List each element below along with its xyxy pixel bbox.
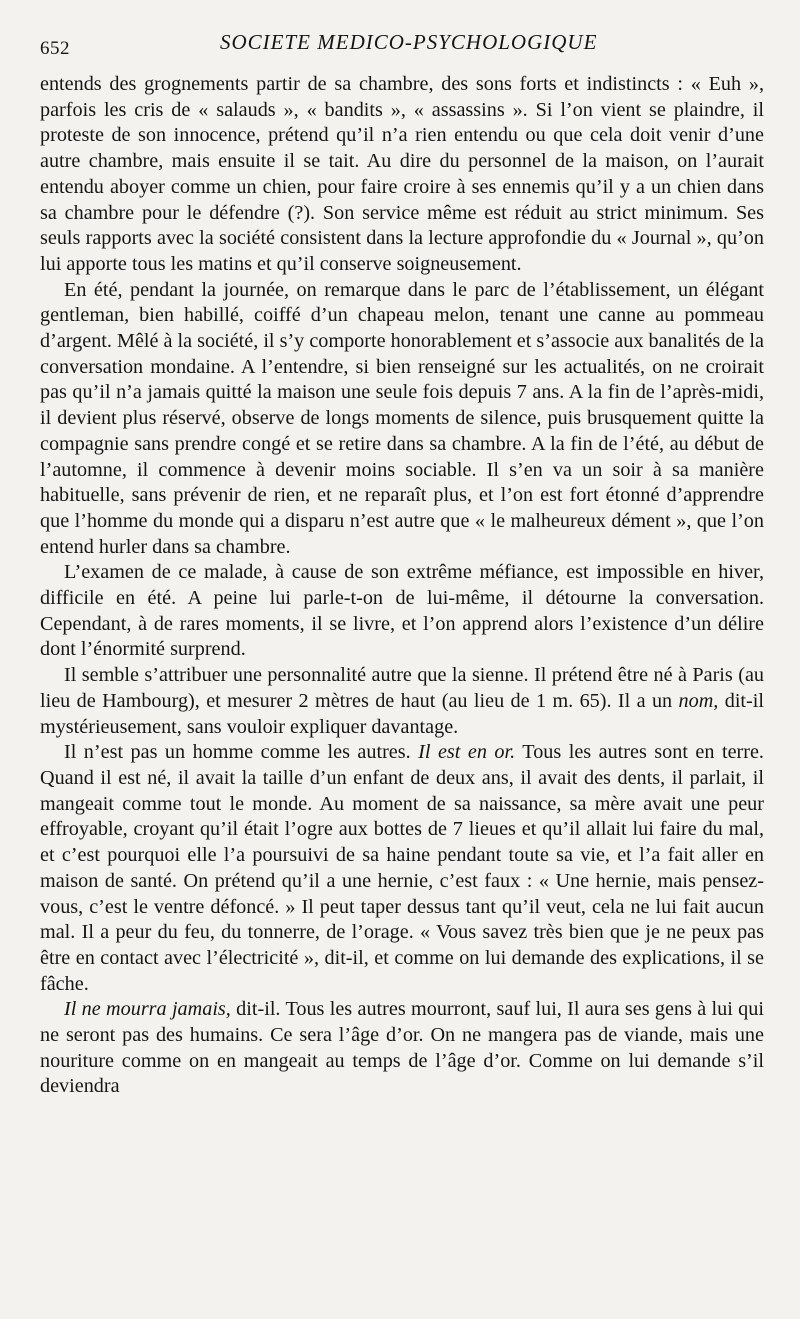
paragraph	[40, 740, 764, 997]
running-title: SOCIETE MEDICO-PSYCHOLOGIQUE	[220, 30, 598, 54]
page-number: 652	[40, 38, 70, 59]
running-head	[40, 26, 764, 66]
text-run: L’examen de ce malade, à cause de son extrême méfiance, est impossible en hiver, difficile en été. A peine lui parle-t-on de lui-même, il détourne la conversation. Cependant, à de rares moments, il se livre, et l’on apprend alors l’existence d’un délire dont l’énormité surprend.	[40, 561, 764, 661]
italic-text-run: nom,	[678, 689, 719, 712]
text-run: Tous les autres sont en terre. Quand il est né, il avait la taille d’un enfant de deux ans, il avait des dents, il parlait, il mangeait comme tout le monde. Au moment de sa naissance, sa mère avait une peur effroyable, croyant qu’il était l’ogre aux bottes de 7 lieues et qu’il allait lui faire du mal, et c’est pourquoi elle l’a poursuivi de sa haine pendant toute sa vie, et l’a fait aller en maison de santé. On prétend qu’il a une hernie, c’est faux : « Une hernie, mais pensez-vous, c’est le ventre défoncé. » Il peut taper dessus tant qu’il veut, cela ne lui fait aucun mal. Il a peur du feu, du tonnerre, de l’orage. « Vous savez très bien que je ne peux pas être en contact avec l’électricité », dit-il, et comme on lui demande des explications, il se fâche.	[40, 741, 764, 995]
text-run: Il n’est pas un homme comme les autres.	[64, 741, 419, 764]
paragraph	[40, 278, 764, 561]
italic-text-run: Il est en or.	[418, 741, 516, 764]
paragraph	[40, 72, 764, 278]
text-run: En été, pendant la journée, on remarque dans le parc de l’établissement, un élégant gentleman, bien habillé, coiffé d’un chapeau melon, tenant une canne au pommeau d’argent. Mêlé à la société, il s’y comporte honorablement et s’associe aux banalités de la conversation mondaine. A l’entendre, si bien renseigné sur les actualités, on ne croirait pas qu’il n’a jamais quitté la maison une seule fois depuis 7 ans. A la fin de l’après-midi, il devient plus réservé, observe de longs moments de silence, puis brusquement quitte la compagnie sans prendre congé et se retire dans sa chambre. A la fin de l’été, au début de l’automne, il commence à devenir moins sociable. Il s’en va un soir à sa manière habituelle, sans prévenir de rien, et ne reparaît plus, et l’on est fort étonné d’apprendre que l’homme du monde qui a disparu n’est autre que « le malheureux dément », que l’on entend hurler dans sa chambre.	[40, 278, 764, 558]
text-run: dit-il. Tous les autres mourront, sauf lui, Il aura ses gens à lui qui ne seront pas des humains. Ce sera l’âge d’or. On ne mangera pas de viande, mais une nouriture comme on en mangeait au temps de l’âge d’or. Comme on lui demande s’il deviendra	[40, 998, 764, 1098]
italic-text-run: Il ne mourra jamais,	[64, 998, 231, 1021]
paragraph	[40, 663, 764, 740]
paragraph	[40, 560, 764, 663]
text-run: Il semble s’attribuer une personnalité autre que la sienne. Il prétend être né à Paris (au lieu de Hambourg), et mesurer 2 mètres de haut (au lieu de 1 m. 65). Il a un	[40, 664, 764, 712]
text-run: entends des grognements partir de sa chambre, des sons forts et indistincts : « Euh », parfois les cris de « salauds », « bandits », « assassins ». Si l’on vient se plaindre, il proteste de son innocence, prétend qu’il n’a rien entendu ou que cela doit venir d’une autre chambre, mais ensuite il se tait. Au dire du personnel de la maison, on l’aurait entendu aboyer comme un chien, pour faire croire à ses ennemis qu’il y a un chien dans sa chambre pour le défendre (?). Son service même est réduit au strict minimum. Ses seuls rapports avec la société consistent dans la lecture approfondie du « Journal », qu’on lui apporte tous les matins et qu’il conserve soigneusement.	[40, 73, 764, 275]
paragraph	[40, 997, 764, 1100]
text-run: dit-il mystérieusement, sans vouloir expliquer davantage.	[40, 689, 764, 738]
body-text	[40, 72, 764, 1100]
